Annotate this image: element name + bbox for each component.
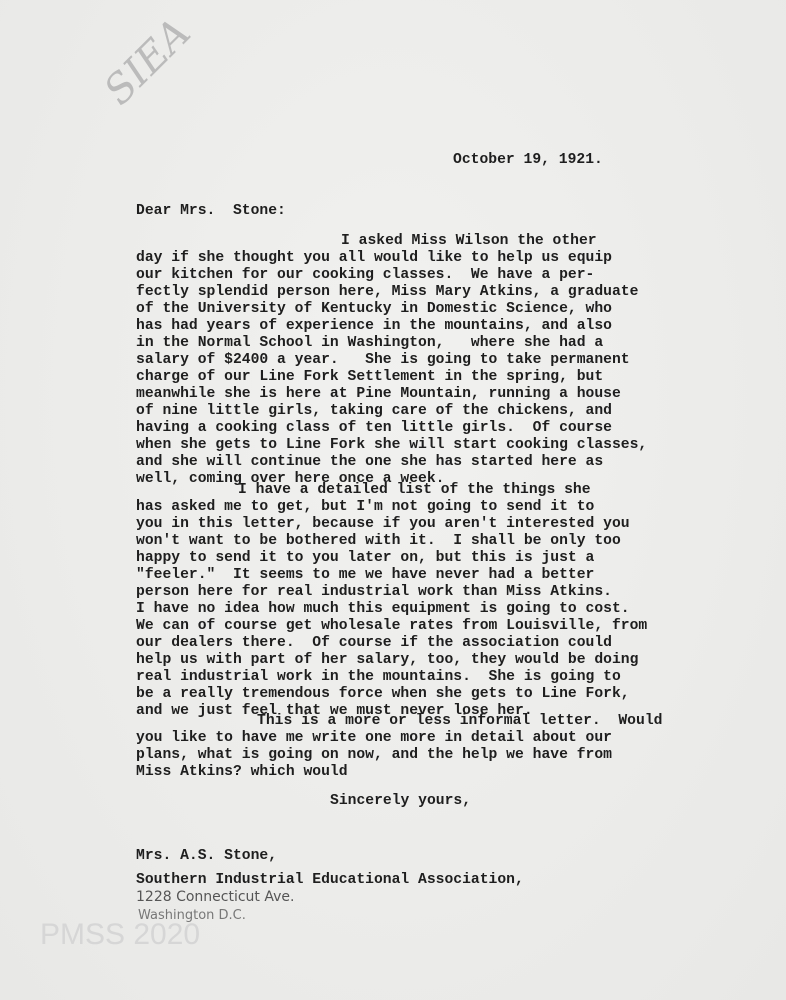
text-line: you like to have me write one more in detail about our [136,730,612,746]
text-line: our dealers there. Of course if the association could [136,635,612,651]
text-line: well, coming over here once a week. [136,471,445,487]
text-line: won't want to be bothered with it. I shall be only too [136,533,621,549]
paragraph-2 [136,482,647,720]
text-line: I have no idea how much this equipment is going to cost. [136,601,630,617]
text-line: has asked me to get, but I'm not going to send it to [136,499,595,515]
text-line: This is a more or less informal letter. Would [257,713,663,729]
text-line: charge of our Line Fork Settlement in the spring, but [136,369,604,385]
letter-date: October 19, 1921. [453,152,603,168]
text-line: fectly splendid person here, Miss Mary Atkins, a graduate [136,284,639,300]
text-line: be a really tremendous force when she gets to Line Fork, [136,686,630,702]
text-line: real industrial work in the mountains. She is going to [136,669,621,685]
text-line: salary of $2400 a year. She is going to take permanent [136,352,630,368]
recipient-organization: Southern Industrial Educational Association, [136,872,524,888]
text-line: and she will continue the one she has started here as [136,454,604,470]
text-line: has had years of experience in the mountains, and also [136,318,612,334]
handwritten-city: Washington D.C. [138,908,246,923]
text-line: you in this letter, because if you aren't interested you [136,516,630,532]
text-line: of nine little girls, taking care of the chickens, and [136,403,612,419]
text-line: help us with part of her salary, too, they would be doing [136,652,639,668]
handwritten-file-mark: SIEA [95,9,200,114]
text-line: I have a detailed list of the things she [238,482,591,498]
paragraph-3 [136,713,662,781]
text-line: "feeler." It seems to me we have never had a better [136,567,595,583]
text-line: when she gets to Line Fork she will start cooking classes, [136,437,648,453]
watermark: PMSS 2020 [40,918,201,951]
text-line: in the Normal School in Washington, where she had a [136,335,604,351]
text-line: Miss Atkins? which would [136,764,348,780]
text-line: We can of course get wholesale rates from Louisville, from [136,618,648,634]
text-line: plans, what is going on now, and the help we have from [136,747,612,763]
text-line: person here for real industrial work than Miss Atkins. [136,584,612,600]
text-line: I asked Miss Wilson the other [341,233,597,249]
text-line: of the University of Kentucky in Domestic Science, who [136,301,612,317]
recipient-name: Mrs. A.S. Stone, [136,848,278,864]
handwritten-street: 1228 Connecticut Ave. [136,889,295,905]
text-line: and we just feel that we must never lose her. [136,703,533,719]
text-line: having a cooking class of ten little girls. Of course [136,420,612,436]
text-line: happy to send it to you later on, but this is just a [136,550,595,566]
text-line: our kitchen for our cooking classes. We have a per- [136,267,595,283]
salutation: Dear Mrs. Stone: [136,203,286,219]
text-line: day if she thought you all would like to help us equip [136,250,612,266]
closing: Sincerely yours, [330,793,472,809]
paragraph-1 [136,233,647,488]
text-line: meanwhile she is here at Pine Mountain, running a house [136,386,621,402]
